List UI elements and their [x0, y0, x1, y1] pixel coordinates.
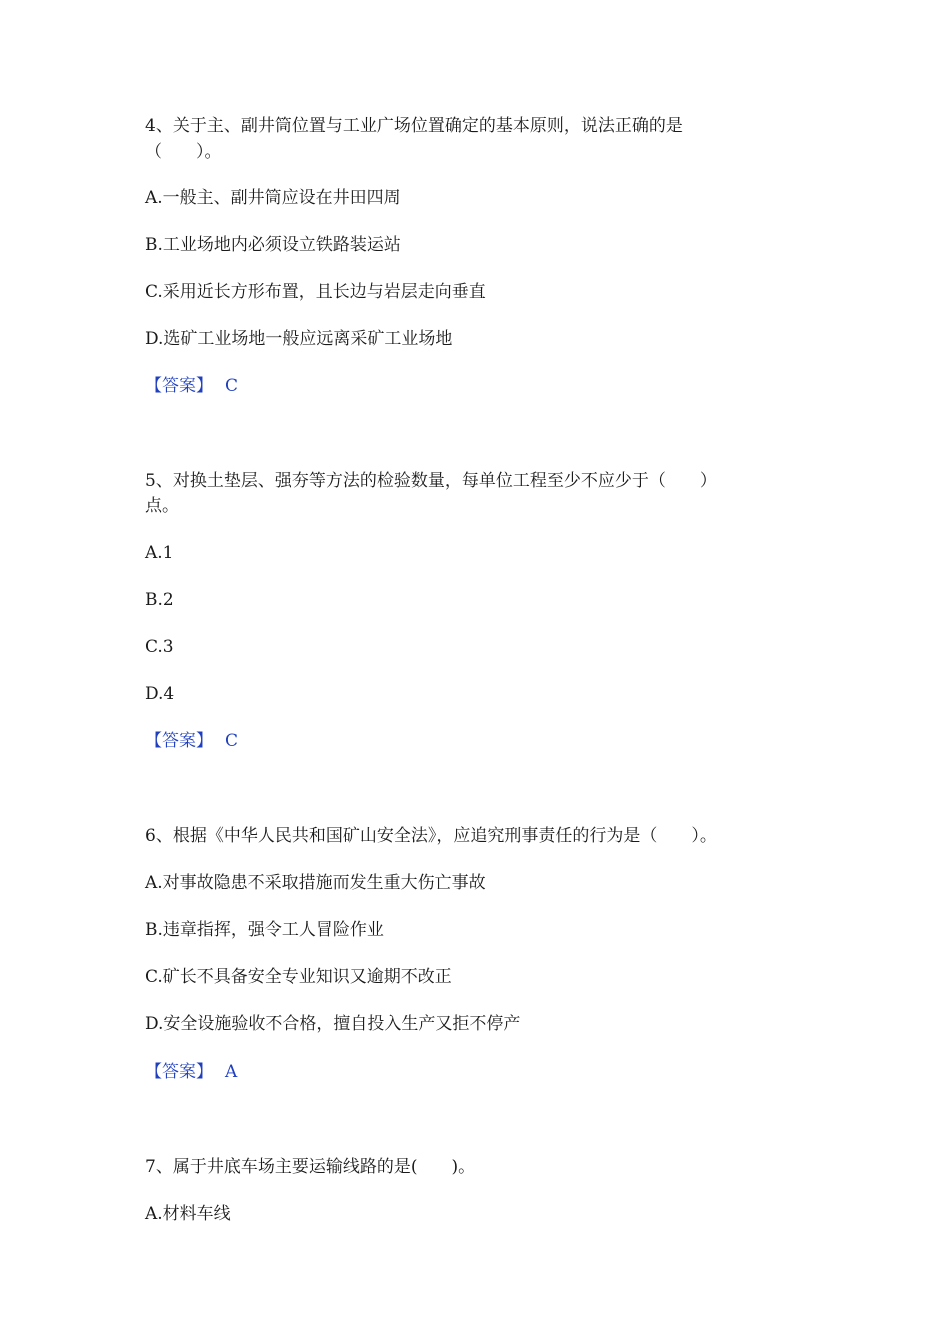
question-6-answer [145, 1060, 237, 1084]
question-5-stem-line-1: 5、对换土垫层、强夯等方法的检验数量，每单位工程至少不应少于（ ） [145, 471, 717, 491]
question-4-option-a: A.一般主、副井筒应设在井田四周 [145, 188, 401, 208]
question-4-option-b: B.工业场地内必须设立铁路装运站 [145, 235, 401, 255]
question-6-option-a: A.对事故隐患不采取措施而发生重大伤亡事故 [145, 873, 486, 893]
question-4-answer [145, 374, 238, 398]
question-6-option-b: B.违章指挥，强令工人冒险作业 [145, 920, 384, 940]
question-5-option-c: C.3 [145, 637, 174, 657]
answer-value: C [225, 731, 239, 751]
question-4-stem-line-2: （ ）。 [145, 142, 222, 162]
answer-value: C [225, 376, 239, 396]
question-5-option-a: A.1 [145, 543, 174, 563]
question-5-answer [145, 729, 238, 753]
answer-value: A [225, 1062, 238, 1082]
question-5-option-b: B.2 [145, 590, 174, 610]
question-6-option-c: C.矿长不具备安全专业知识又逾期不改正 [145, 967, 452, 987]
question-5-stem-line-2: 点。 [145, 496, 179, 516]
question-4-stem-line-1: 4、关于主、副井筒位置与工业广场位置确定的基本原则，说法正确的是 [145, 116, 683, 136]
answer-label: 【答案】 [145, 1062, 213, 1082]
question-4-option-d: D.选矿工业场地一般应远离采矿工业场地 [145, 329, 453, 349]
question-6-stem: 6、根据《中华人民共和国矿山安全法》，应追究刑事责任的行为是（ ）。 [145, 826, 717, 846]
question-7-stem: 7、属于井底车场主要运输线路的是( )。 [145, 1157, 476, 1177]
question-6-option-d: D.安全设施验收不合格，擅自投入生产又拒不停产 [145, 1014, 521, 1034]
answer-label: 【答案】 [145, 376, 213, 396]
question-7-option-a: A.材料车线 [145, 1204, 231, 1224]
answer-label: 【答案】 [145, 731, 213, 751]
question-5-option-d: D.4 [145, 684, 175, 704]
question-4-option-c: C.采用近长方形布置，且长边与岩层走向垂直 [145, 282, 486, 302]
